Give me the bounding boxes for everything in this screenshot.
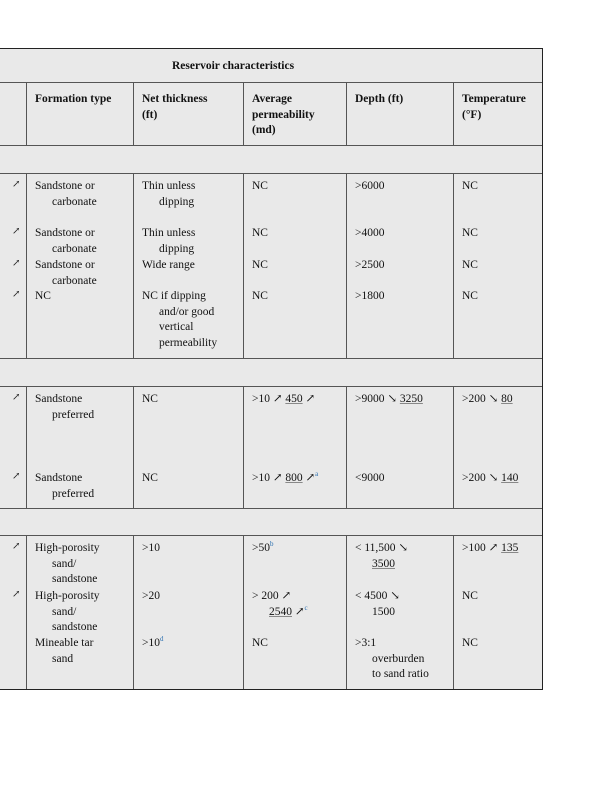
cell-depth: >2500 <box>355 259 385 271</box>
rule <box>346 82 347 145</box>
rule <box>346 173 347 358</box>
cell-temperature: >100 ↗ 135 <box>462 542 519 554</box>
cell-temperature: NC <box>462 227 478 239</box>
rule <box>133 82 134 145</box>
cell-formation: Sandstone or carbonate <box>35 259 97 287</box>
cell-temperature: NC <box>462 180 478 192</box>
arrow-icon: ↗ <box>12 589 21 600</box>
cell-depth: < 4500 ↘ 1500 <box>355 590 400 618</box>
cell-formation: Sandstone or carbonate <box>35 227 97 255</box>
cell-depth: <9000 <box>355 472 385 484</box>
cell-permeability: >10 ↗ 800 ↗$^a$ <box>252 470 319 484</box>
cell-thickness: NC if dipping and/or good vertical permeability <box>142 290 218 349</box>
rule <box>26 386 27 508</box>
rule <box>243 535 244 689</box>
rule <box>243 173 244 358</box>
rule <box>0 145 542 146</box>
cell-thickness: NC <box>142 472 158 484</box>
rule <box>26 173 27 358</box>
rule <box>0 82 542 83</box>
cell-temperature: NC <box>462 259 478 271</box>
footnote-mark: a <box>315 470 319 479</box>
cell-permeability: $>50^b$ <box>252 540 274 554</box>
footnote-mark: c <box>304 603 308 612</box>
cell-thickness: Wide range <box>142 259 195 271</box>
cell-formation: NC <box>35 290 51 302</box>
cell-thickness: >10 <box>142 542 160 554</box>
cell-permeability: NC <box>252 259 268 271</box>
cell-depth: >3:1 overburden to sand ratio <box>355 637 429 680</box>
rule <box>133 535 134 689</box>
cell-thickness: Thin unless dipping <box>142 180 196 208</box>
footnote-mark: b <box>270 540 274 549</box>
rule <box>0 173 542 174</box>
arrow-icon: ↗ <box>12 289 21 300</box>
cell-temperature: NC <box>462 637 478 649</box>
cell-permeability: NC <box>252 180 268 192</box>
cell-depth: >4000 <box>355 227 385 239</box>
cell-formation: Mineable tar sand <box>35 637 94 665</box>
cell-depth: >1800 <box>355 290 385 302</box>
rule <box>0 535 542 536</box>
rule <box>453 173 454 358</box>
arrow-icon: ↗ <box>12 258 21 269</box>
cell-thickness: Thin unless dipping <box>142 227 196 255</box>
cell-formation: High-porosity sand/ sandstone <box>35 590 100 633</box>
group-header: Reservoir characteristics <box>172 60 295 72</box>
cell-thickness: $>10^d$ <box>142 635 164 649</box>
rule <box>0 386 542 387</box>
cell-thickness: >20 <box>142 590 160 602</box>
rule <box>453 82 454 145</box>
cell-formation: Sandstone preferred <box>35 393 95 421</box>
col-header-depth: Depth (ft) <box>355 93 404 105</box>
cell-formation: Sandstone or carbonate <box>35 180 97 208</box>
cell-depth: >6000 <box>355 180 385 192</box>
rule <box>243 82 244 145</box>
cell-permeability: NC <box>252 227 268 239</box>
cell-temperature: NC <box>462 290 478 302</box>
arrow-icon: ↗ <box>12 392 21 403</box>
arrow-icon: ↗ <box>12 471 21 482</box>
rule <box>26 82 27 145</box>
rule <box>243 386 244 508</box>
rule <box>346 535 347 689</box>
rule <box>26 535 27 689</box>
arrow-icon: ↗ <box>12 226 21 237</box>
cell-temperature: >200 ↘ 80 <box>462 393 513 405</box>
cell-depth: >9000 ↘ 3250 <box>355 393 423 405</box>
col-header-thickness: Net thickness (ft) <box>142 93 208 121</box>
rule <box>0 358 542 359</box>
cell-formation: High-porosity sand/ sandstone <box>35 542 100 585</box>
col-header-formation: Formation type <box>35 93 112 105</box>
rule <box>0 508 542 509</box>
cell-permeability: NC <box>252 637 268 649</box>
cell-temperature: >200 ↘ 140 <box>462 472 519 484</box>
rule <box>346 386 347 508</box>
footnote-mark: d <box>160 635 164 644</box>
cell-permeability: NC <box>252 290 268 302</box>
col-header-temperature: Temperature (°F) <box>462 93 526 121</box>
cell-formation: Sandstone preferred <box>35 472 95 500</box>
col-header-permeability: Average permeability (md) <box>252 93 315 136</box>
rule <box>133 173 134 358</box>
arrow-icon: ↗ <box>12 541 21 552</box>
rule <box>453 386 454 508</box>
cell-permeability: > 200 ↗ 2540 ↗$^c$ <box>252 590 308 618</box>
rule <box>133 386 134 508</box>
cell-thickness: NC <box>142 393 158 405</box>
reservoir-table <box>0 48 543 690</box>
cell-permeability: >10 ↗ 450 ↗ <box>252 393 316 405</box>
cell-depth: < 11,500 ↘ 3500 <box>355 542 409 570</box>
arrow-icon: ↗ <box>12 179 21 190</box>
rule <box>453 535 454 689</box>
cell-temperature: NC <box>462 590 478 602</box>
